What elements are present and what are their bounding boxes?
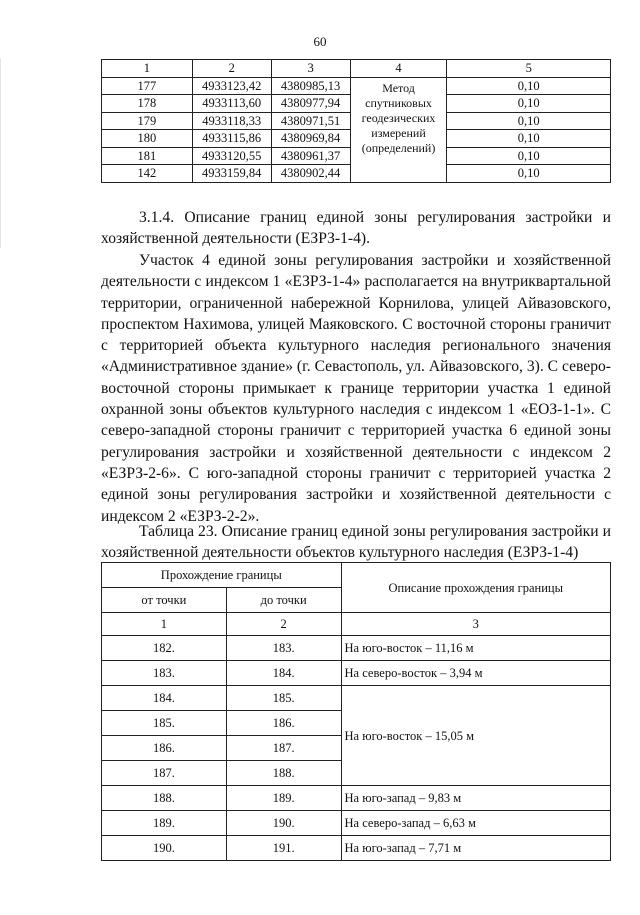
from-point: 186. — [102, 736, 227, 761]
point-number: 178 — [102, 95, 193, 113]
from-point: 183. — [102, 661, 227, 686]
y-coordinate: 4380985,13 — [271, 77, 350, 95]
x-coordinate: 4933118,33 — [192, 112, 271, 130]
to-point: 191. — [226, 836, 341, 861]
boundary-description-merged: На юго-восток – 15,05 м — [341, 686, 610, 786]
table-row — [102, 836, 611, 861]
column-number-row — [102, 613, 611, 636]
coordinates-table — [101, 59, 611, 183]
accuracy-value: 0,10 — [447, 130, 611, 148]
column-header: 2 — [192, 60, 271, 78]
to-point: 190. — [226, 811, 341, 836]
boundary-description: На юго-запад – 7,71 м — [341, 836, 610, 861]
column-header: 3 — [271, 60, 350, 78]
section-paragraph — [101, 250, 611, 527]
column-header: 1 — [102, 60, 193, 78]
to-point: 186. — [226, 711, 341, 736]
table-row — [102, 786, 611, 811]
group-header: Прохождение границы — [102, 563, 342, 588]
page-number: 60 — [313, 34, 327, 49]
to-point: 183. — [226, 636, 341, 661]
from-point-header: от точки — [102, 588, 227, 613]
x-coordinate: 4933159,84 — [192, 165, 271, 183]
from-point: 190. — [102, 836, 227, 861]
from-point: 187. — [102, 761, 227, 786]
point-number: 180 — [102, 130, 193, 148]
table-row — [102, 686, 611, 711]
y-coordinate: 4380971,51 — [271, 112, 350, 130]
column-number: 2 — [226, 613, 341, 636]
boundary-table — [101, 562, 611, 861]
accuracy-value: 0,10 — [447, 95, 611, 113]
x-coordinate: 4933123,42 — [192, 77, 271, 95]
to-point: 187. — [226, 736, 341, 761]
from-point: 189. — [102, 811, 227, 836]
accuracy-value: 0,10 — [447, 112, 611, 130]
table-row — [102, 77, 611, 95]
table-row — [102, 661, 611, 686]
table-row — [102, 636, 611, 661]
table-caption — [101, 521, 611, 564]
from-point: 185. — [102, 711, 227, 736]
from-point: 182. — [102, 636, 227, 661]
to-point: 184. — [226, 661, 341, 686]
to-point: 188. — [226, 761, 341, 786]
from-point: 184. — [102, 686, 227, 711]
table-header-row — [102, 60, 611, 78]
point-number: 142 — [102, 165, 193, 183]
y-coordinate: 4380977,94 — [271, 95, 350, 113]
to-point: 185. — [226, 686, 341, 711]
x-coordinate: 4933113,60 — [192, 95, 271, 113]
table-header-row — [102, 563, 611, 588]
column-number: 1 — [102, 613, 227, 636]
x-coordinate: 4933120,55 — [192, 147, 271, 165]
x-coordinate: 4933115,86 — [192, 130, 271, 148]
to-point: 189. — [226, 786, 341, 811]
accuracy-value: 0,10 — [447, 77, 611, 95]
table-row — [102, 811, 611, 836]
accuracy-value: 0,10 — [447, 165, 611, 183]
description-header: Описание прохождения границы — [341, 563, 610, 613]
boundary-description: На северо-запад – 6,63 м — [341, 811, 610, 836]
section-paragraph-text: Участок 4 единой зоны регулирования застройки и хозяйственной деятельности с индексом 1 «ЕЗРЗ-1-4» располагается на внутриквартальной территории, ограниченной набережной Корнилова, улицей Айвазовского, проспектом Нахимова, улицей Маяковского. С восточной стороны граничит с территорией объекта культурного наследия регионального значения «Административное здание» (г. Севастополь, ул. Айвазовского, 3). С северо-восточной стороны примыкает к границе территории участка 1 единой охранной зоны объектов культурного наследия с индексом 1 «ЕОЗ-1-1». С северо-западной стороны граничит с территорией участка 6 единой зоны регулирования застройки и хозяйственной деятельности с индексом 2 «ЕЗРЗ-2-6». С юго-западной стороны граничит с территорией участка 2 единой зоны регулирования застройки и хозяйственной деятельности с индексом 2 «ЕЗРЗ-2-2». — [101, 252, 611, 525]
boundary-description: На юго-запад – 9,83 м — [341, 786, 610, 811]
column-header: 4 — [350, 60, 447, 78]
table-caption-text: Таблица 23. Описание границ единой зоны регулирования застройки и хозяйственной деятельности объектов культурного наследия (ЕЗРЗ-1-4) — [101, 523, 611, 562]
column-number: 3 — [341, 613, 610, 636]
section-heading — [101, 207, 611, 250]
y-coordinate: 4380961,37 — [271, 147, 350, 165]
section-heading-text: 3.1.4. Описание границ единой зоны регулирования застройки и хозяйственной деятельности (ЕЗРЗ-1-4). — [101, 209, 611, 248]
y-coordinate: 4380969,84 — [271, 130, 350, 148]
boundary-description: На северо-восток – 3,94 м — [341, 661, 610, 686]
point-number: 177 — [102, 77, 193, 95]
point-number: 181 — [102, 147, 193, 165]
boundary-description: На юго-восток – 11,16 м — [341, 636, 610, 661]
accuracy-value: 0,10 — [447, 147, 611, 165]
column-header: 5 — [447, 60, 611, 78]
to-point-header: до точки — [226, 588, 341, 613]
y-coordinate: 4380902,44 — [271, 165, 350, 183]
from-point: 188. — [102, 786, 227, 811]
scan-edge-mark — [0, 58, 1, 248]
method-cell: Метод спутниковых геодезических измерений (определений) — [350, 77, 447, 182]
point-number: 179 — [102, 112, 193, 130]
